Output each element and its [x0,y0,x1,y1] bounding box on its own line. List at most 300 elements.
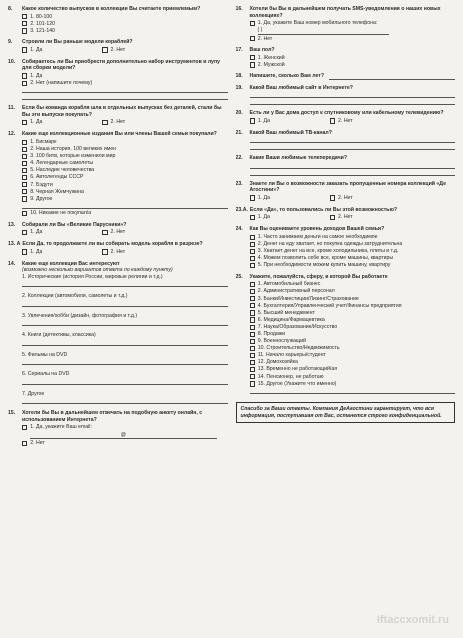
option-label: 2. Мужской [257,61,285,68]
option-label: 12. Домохозяйка [257,359,298,366]
question-text: Собираетесь ли Вы приобрести дополнительно набор инструментов и лупу для сборки модели? [22,58,220,72]
question-number: 13. А [8,241,21,248]
question-text: Знаете ли Вы о возможности заказать пропущенные номера коллекций «Де Агостини»? [249,180,446,194]
question-text: Напишите, сколько Вам лет? [249,73,325,80]
question-title [236,207,456,214]
answer-option[interactable] [22,160,228,167]
question-text: Хотели бы Вы в дальнейшем отвечать на подобную анкету онлайн, с использованием Интернета? [22,410,203,423]
checkbox-icon[interactable] [250,360,255,365]
write-in-label: 2. Коллекции (автомобили, самолеты и т.д.) [22,293,128,300]
checkbox-icon[interactable] [250,381,255,386]
question-title [8,241,228,248]
options-list [22,210,228,217]
checkbox-icon[interactable] [22,168,27,173]
answer-option[interactable] [22,424,228,431]
option-label: 14. Пенсионер, не работаю [257,373,324,380]
question-block [236,155,456,176]
answer-line[interactable] [250,170,456,176]
options-list [250,20,456,27]
option-label: 15. Другое (Укажите что именно) [257,380,337,387]
answer-option[interactable] [330,214,353,221]
answer-option[interactable] [102,249,125,256]
answer-option[interactable] [250,214,270,221]
option-label: 11. Начало карьеры/студент [257,352,326,359]
answer-option[interactable] [250,317,456,324]
checkbox-icon[interactable] [250,332,255,337]
answer-option[interactable] [250,118,270,125]
write-in-line[interactable] [22,378,228,385]
checkbox-icon[interactable] [250,310,255,315]
options-list [22,139,228,202]
question-block [236,110,456,125]
question-block [8,131,228,216]
option-label: 2. Административный персонал [257,288,335,295]
question-block [236,207,456,222]
option-label: 1. Часто занимаем деньги на самое необходимое [257,233,378,240]
answer-option[interactable] [102,119,125,126]
answer-option[interactable] [22,146,228,153]
checkbox-icon[interactable] [250,367,255,372]
answer-option[interactable] [22,14,228,21]
question-text: Как Вы оцениваете уровень доходов Вашей семьи? [249,226,385,233]
options-list [250,281,456,387]
answer-option[interactable] [250,359,456,366]
answer-option[interactable] [250,55,456,62]
option-label: 10. Строительство/Недвижимость [257,345,340,352]
question-block [8,105,228,126]
option-label: 1. Да, укажите Ваш номер мобильного телефона: [257,20,378,26]
write-in-item [22,352,228,366]
write-in-item [22,391,228,405]
options-list [250,36,456,43]
checkbox-icon[interactable] [22,73,27,78]
option-label: 2. Нет [110,229,126,236]
write-in-item [22,313,228,327]
option-label: 3. Хватает денег на все, кроме холодильника, плиты и т.д. [257,248,399,255]
question-block [8,39,228,54]
answer-option[interactable] [22,167,228,174]
question-number: 10. [8,58,16,65]
answer-option[interactable] [22,229,42,236]
question-number: 14. [8,260,16,267]
email-field[interactable]: @ [30,432,217,440]
question-block [236,130,456,151]
options-inline [250,118,456,125]
answer-option[interactable] [330,118,353,125]
write-in-label: 4. Книги (детективы, классика) [22,332,96,339]
question-title [8,6,228,13]
question-block [236,6,456,42]
option-label: 2. Нет [338,214,353,221]
option-label: 7. Наука/Образование/Искусство [257,323,338,330]
checkbox-icon[interactable] [250,289,255,294]
question-block [236,274,456,394]
option-label: 4. Легендарные самолеты [30,160,94,167]
write-in-line[interactable] [22,319,228,326]
option-label: 5. При необходимости можем купить машину, квартиру [257,262,391,269]
option-label: 6. Медицина/Фармацевтика [257,316,325,323]
options-inline [22,249,228,256]
answer-option[interactable] [22,139,228,146]
checkbox-icon[interactable] [250,118,255,123]
question-title [236,110,456,117]
question-block [236,73,456,80]
question-title [236,47,456,54]
checkbox-icon[interactable] [22,14,27,19]
checkbox-icon[interactable] [250,303,255,308]
options-inline [22,47,228,54]
checkbox-icon[interactable] [22,21,27,26]
answer-line[interactable] [250,92,456,98]
answer-option[interactable] [22,174,228,181]
checkbox-icon[interactable] [250,325,255,330]
checkbox-icon[interactable] [250,256,255,261]
answer-option[interactable] [250,248,456,255]
question-number: 13. [8,221,16,228]
answer-option[interactable] [250,36,456,43]
answer-option[interactable] [22,182,228,189]
question-number: 20. [235,110,243,117]
question-title [236,181,456,194]
option-label: 1. Да [30,119,43,126]
option-label: 7. Бэдути [30,181,53,188]
answer-line[interactable] [250,163,456,169]
question-text: Укажите, пожалуйста, сферу, в которой Вы работаете [249,273,388,280]
answer-option[interactable] [250,324,456,331]
options-list [22,424,228,431]
watermark: Iftaccxomit.ru [376,614,449,626]
option-label: 8. Черная Жемчужина [30,188,84,195]
question-title [236,6,456,19]
question-number: 16. [235,6,243,12]
answer-option[interactable] [250,255,456,262]
checkbox-icon[interactable] [250,282,255,287]
options-list [22,14,228,35]
options-inline [250,195,456,202]
age-answer-line[interactable] [329,73,455,80]
checkbox-icon[interactable] [250,215,255,220]
checkbox-icon[interactable] [250,55,255,60]
question-title [236,155,456,162]
option-label: 2. Нет [110,119,126,126]
write-in-label: 7. Другое [22,390,45,397]
question-text: Есть ли у Вас дома доступ к спутниковому или кабельному телевидению? [249,110,444,117]
answer-option[interactable] [250,62,456,69]
answer-option[interactable] [22,28,228,35]
checkbox-icon[interactable] [22,189,27,194]
checkbox-icon[interactable] [250,374,255,379]
questionnaire-page [8,6,455,632]
question-number: 24. [235,226,243,233]
question-block [236,47,456,68]
answer-line[interactable] [22,203,228,209]
checkbox-icon[interactable] [22,47,27,52]
answer-line[interactable] [250,137,456,143]
option-label: 2. Нет (напишите почему) [30,79,93,86]
question-title [236,130,456,137]
question-title [8,105,228,118]
checkbox-icon[interactable] [102,249,107,254]
option-label: 2. Нет [110,46,126,53]
question-block [8,6,228,34]
option-label: 2. Наша история. 100 великих имен [30,146,117,153]
option-label: 2. Нет [338,194,353,201]
write-in-line[interactable] [22,280,228,287]
options-list [22,73,228,87]
question-text: Если «Да», то пользовались ли Вы этой возможностью? [249,206,398,213]
question-text: Какой Ваш любимый сайт в Интернете? [249,84,353,91]
answer-option[interactable] [250,195,270,202]
answer-option[interactable] [250,366,456,373]
answer-option[interactable] [250,296,456,303]
right-column [236,6,456,632]
options-inline [250,214,456,221]
answer-option[interactable] [22,21,228,28]
question-text: Какие Ваши любимые телепередачи? [249,155,347,162]
options-list [22,440,228,447]
option-label: 1. Да [30,72,43,79]
option-label: 2. Нет [257,35,273,42]
checkbox-icon[interactable] [330,195,335,200]
checkbox-icon[interactable] [102,47,107,52]
question-number: 25. [235,273,243,280]
option-label: 1. 80-100 [30,13,53,20]
checkbox-icon[interactable] [22,230,27,235]
checkbox-icon[interactable] [102,230,107,235]
checkbox-icon[interactable] [22,175,27,180]
question-title [236,274,456,281]
answer-line[interactable] [22,87,228,93]
answer-line[interactable] [250,144,456,150]
option-label: 2. 101-120 [30,20,55,27]
answer-option[interactable] [250,352,456,359]
question-block [236,85,456,106]
question-number: 22. [235,155,243,162]
write-in-item [22,274,228,288]
checkbox-icon[interactable] [22,441,27,446]
write-in-label: 1. Исторические (история России, мировые религии и т.д.) [22,273,163,280]
question-block [8,261,228,405]
option-label: 13. Временно не работающий/ая [257,366,338,373]
question-text: Какие еще коллекционные издания Вы или члены Вашей семьи покупали? [22,131,217,138]
question-title [8,222,228,229]
question-block [8,222,228,237]
answer-option[interactable] [250,310,456,317]
checkbox-icon[interactable] [102,120,107,125]
question-number: 12. [8,131,16,138]
question-text: Строили ли Вы раньше модели кораблей? [22,39,133,46]
option-label: 4. Бухгалтерия/Управленческий учет/Финансы предприятия [257,302,402,309]
option-label: 5. Высший менеджмент [257,309,315,316]
option-label: 1. Бисмарк [30,138,57,145]
checkbox-icon[interactable] [250,263,255,268]
question-text: Какое количество выпусков в коллекции Вы считаете приемлемым? [22,6,201,12]
options-list [250,55,456,69]
checkbox-icon[interactable] [250,346,255,351]
checkbox-icon[interactable] [250,235,255,240]
question-title [236,85,456,92]
option-label: 10. Никакие не покупал/а [30,210,92,217]
answer-line[interactable] [250,388,456,394]
question-number: 23. [235,180,243,187]
checkbox-icon[interactable] [22,161,27,166]
question-block [236,181,456,202]
answer-option[interactable] [250,345,456,352]
question-text: Если Да, то продолжаете ли вы собирать модель корабля в разрезе? [22,241,203,248]
checkbox-icon[interactable] [250,296,255,301]
option-label: 9. Военнослужащий [257,338,306,345]
question-hint: (возможно несколько вариантов ответа по каждому пункту) [22,267,173,274]
question-number: 9. [8,39,13,46]
option-label: 9. Другое [30,195,53,202]
answer-line[interactable] [250,99,456,105]
option-label: 3. 121-140 [30,27,55,34]
checkbox-icon[interactable] [330,215,335,220]
answer-option[interactable] [250,331,456,338]
checkbox-icon[interactable] [22,140,27,145]
option-label: 3. Банки/Инвестиции/Лизинг/Страхование [257,295,359,302]
phone-field[interactable]: ( ) [258,27,390,35]
option-label: 1. Да [257,214,270,221]
answer-option[interactable] [22,80,228,87]
option-label: 1. Да [30,46,43,53]
question-text: Если бы команда корабля шла в отдельных выпусках без деталей, стали бы Вы эти выпуски покупать? [22,105,222,118]
answer-option[interactable] [250,303,456,310]
option-label: 1. Женский [257,54,285,61]
checkbox-icon[interactable] [22,425,27,430]
checkbox-icon[interactable] [330,118,335,123]
option-label: 1. Да [30,229,43,236]
left-column [8,6,228,632]
checkbox-icon[interactable] [250,195,255,200]
checkbox-icon[interactable] [250,353,255,358]
option-label: 1. Автомобильный бизнес [257,281,321,288]
question-title [8,131,228,138]
write-in-line[interactable] [22,358,228,365]
write-in-label: 3. Увлечения/хобби (дизайн, фотография и т.д.) [22,312,138,319]
question-number: 8. [8,6,13,12]
question-number: 18. [235,73,243,80]
write-in-line[interactable] [22,339,228,346]
thank-you-note: Спасибо за Ваши ответы. Компания ДеАгостини гарантирует, что вся информация, поступившая от Вас, останется строго конфиденциальной. [236,402,456,423]
question-title [8,410,228,423]
answer-option[interactable] [22,47,42,54]
option-label: 1. Да [257,117,270,124]
answer-option[interactable] [22,440,228,447]
question-block [8,241,228,256]
question-title [8,39,228,46]
question-number: 21. [235,129,243,136]
question-number: 17. [235,47,243,54]
answer-option[interactable] [22,153,228,160]
question-block [236,226,456,268]
option-label: 2. Нет [30,440,45,446]
checkbox-icon[interactable] [22,182,27,187]
option-label: 1. Да [30,248,43,255]
answer-option[interactable] [22,73,228,80]
question-text: Ваш пол? [249,47,275,54]
answer-option[interactable] [250,281,456,288]
option-label: 1. Да, укажите Ваш email: [30,424,92,431]
answer-option[interactable] [250,241,456,248]
option-label: 1. Да [257,194,270,201]
write-in-label: 6. Сериалы на DVD [22,371,70,378]
option-label: 6. Автолегенды СССР [30,174,84,181]
question-block [8,410,228,446]
answer-option[interactable] [102,229,125,236]
answer-option[interactable] [250,381,456,388]
answer-option[interactable] [250,338,456,345]
write-in-line[interactable] [22,397,228,404]
question-number: 23.А. [235,206,248,213]
checkbox-icon[interactable] [22,211,27,216]
answer-option[interactable] [330,195,353,202]
options-inline [22,119,228,126]
question-text: Хотели бы Вы в дальнейшем получать SMS-уведомления о наших новых коллекциях? [249,6,441,19]
option-label: 2. Денег на еду хватает, но покупка одежды затруднительна [257,241,403,248]
question-title [8,59,228,72]
question-number: 19. [235,84,243,91]
answer-option[interactable] [22,189,228,196]
option-label: 8. Продажи [257,331,286,337]
checkbox-icon[interactable] [22,154,27,159]
question-title [236,73,456,80]
write-in-item [22,371,228,385]
checkbox-icon[interactable] [250,317,255,322]
checkbox-icon[interactable] [22,249,27,254]
question-text: Какой Ваш любимый ТВ-канал? [249,129,332,136]
checkbox-icon[interactable] [22,196,27,201]
checkbox-icon[interactable] [250,339,255,344]
checkbox-icon[interactable] [22,28,27,33]
checkbox-icon[interactable] [250,249,255,254]
option-label: 5. Наследие человечества [30,167,95,174]
option-label: 2. Нет [338,117,353,124]
write-in-item [22,332,228,346]
options-list [250,234,456,269]
answer-option[interactable] [102,47,125,54]
answer-option[interactable] [22,210,228,217]
question-number: 15. [8,410,16,417]
option-label: 4. Можем позволить себе все, кроме машины, квартиры [257,255,394,262]
question-text: Какие еще коллекции Вас интересуют [22,260,120,267]
checkbox-icon[interactable] [22,81,27,86]
checkbox-icon[interactable] [250,62,255,67]
checkbox-icon[interactable] [250,242,255,247]
write-in-label: 5. Фильмы на DVD [22,351,68,358]
answer-option[interactable] [250,288,456,295]
answer-option[interactable] [250,262,456,269]
option-label: 2. Нет [110,248,126,255]
options-inline [22,229,228,236]
answer-line[interactable] [22,94,228,100]
question-block [8,59,228,101]
checkbox-icon[interactable] [250,36,255,41]
answer-option[interactable] [250,374,456,381]
write-in-line[interactable] [22,300,228,307]
checkbox-icon[interactable] [250,21,255,26]
option-label: 3. 100 битв, которые изменили мир [30,153,116,160]
checkbox-icon[interactable] [22,147,27,152]
write-in-item [22,293,228,307]
answer-option[interactable] [22,196,228,203]
checkbox-icon[interactable] [22,120,27,125]
answer-option[interactable] [250,20,456,27]
question-title [236,226,456,233]
answer-option[interactable] [22,119,42,126]
answer-option[interactable] [22,249,42,256]
answer-option[interactable] [250,234,456,241]
